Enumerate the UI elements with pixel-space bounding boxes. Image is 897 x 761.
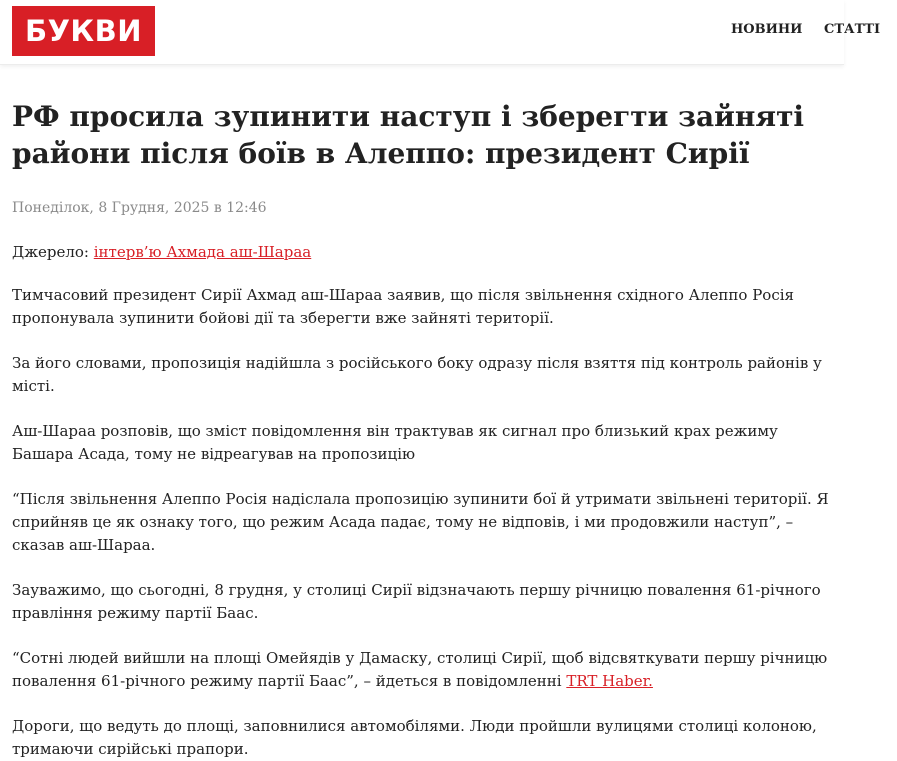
article-title: РФ просила зупинити наступ і зберегти зайняті райони після боїв в Алеппо: президент Сирії — [12, 100, 805, 170]
quote-text: “Сотні людей вийшли на площі Омейядів у Дамаску, столиці Сирії, щоб відсвяткувати першу річницю повалення 61-річного режиму партії Баас”, – йдеться в повідомленні — [12, 649, 828, 690]
trt-haber-link[interactable]: TRT Haber. — [566, 672, 653, 690]
article-paragraph: Дороги, що ведуть до площі, заповнилися автомобілями. Люди пройшли вулицями столиці колоною, тримаючи сирійські прапори. — [12, 717, 817, 758]
article-paragraph: “Після звільнення Алеппо Росія надіслала пропозицію зупинити бої й утримати звільнені території. Я сприйняв це як ознаку того, що режим Асада падає, тому не відповів, і ми продовжили наступ”, – сказав аш-Шараа. — [12, 490, 829, 554]
site-header — [0, 0, 881, 65]
main-nav — [731, 22, 897, 37]
site-logo[interactable]: БУКВИ — [12, 6, 155, 56]
article-paragraph: За його словами, пропозиція надійшла з російського боку одразу після взяття під контроль районів у місті. — [12, 354, 822, 395]
nav-item-news[interactable]: НОВИНИ — [731, 22, 803, 37]
source-link[interactable]: інтерв’ю Ахмада аш-Шараа — [93, 243, 312, 261]
article-paragraph-quote — [12, 647, 832, 693]
nav-item-articles[interactable]: СТАТТІ — [823, 22, 881, 37]
article-paragraph: Зауважимо, що сьогодні, 8 грудня, у столиці Сирії відзначають першу річницю повалення 61-річного правління режиму партії Баас. — [12, 581, 821, 622]
article-source — [12, 242, 832, 262]
article-paragraph: Тимчасовий президент Сирії Ахмад аш-Шараа заявив, що після звільнення східного Алеппо Росія пропонувала зупинити бойові дії та зберегти вже зайняті території. — [12, 286, 794, 327]
article — [12, 98, 832, 761]
source-label: Джерело: — [12, 243, 89, 261]
article-paragraph: Аш-Шараа розповів, що зміст повідомлення він трактував як сигнал про близький крах режиму Башара Асада, тому не відреагував на пропозицію — [12, 422, 778, 463]
article-date: Понеділок, 8 Грудня, 2025 в 12:46 — [12, 200, 267, 216]
